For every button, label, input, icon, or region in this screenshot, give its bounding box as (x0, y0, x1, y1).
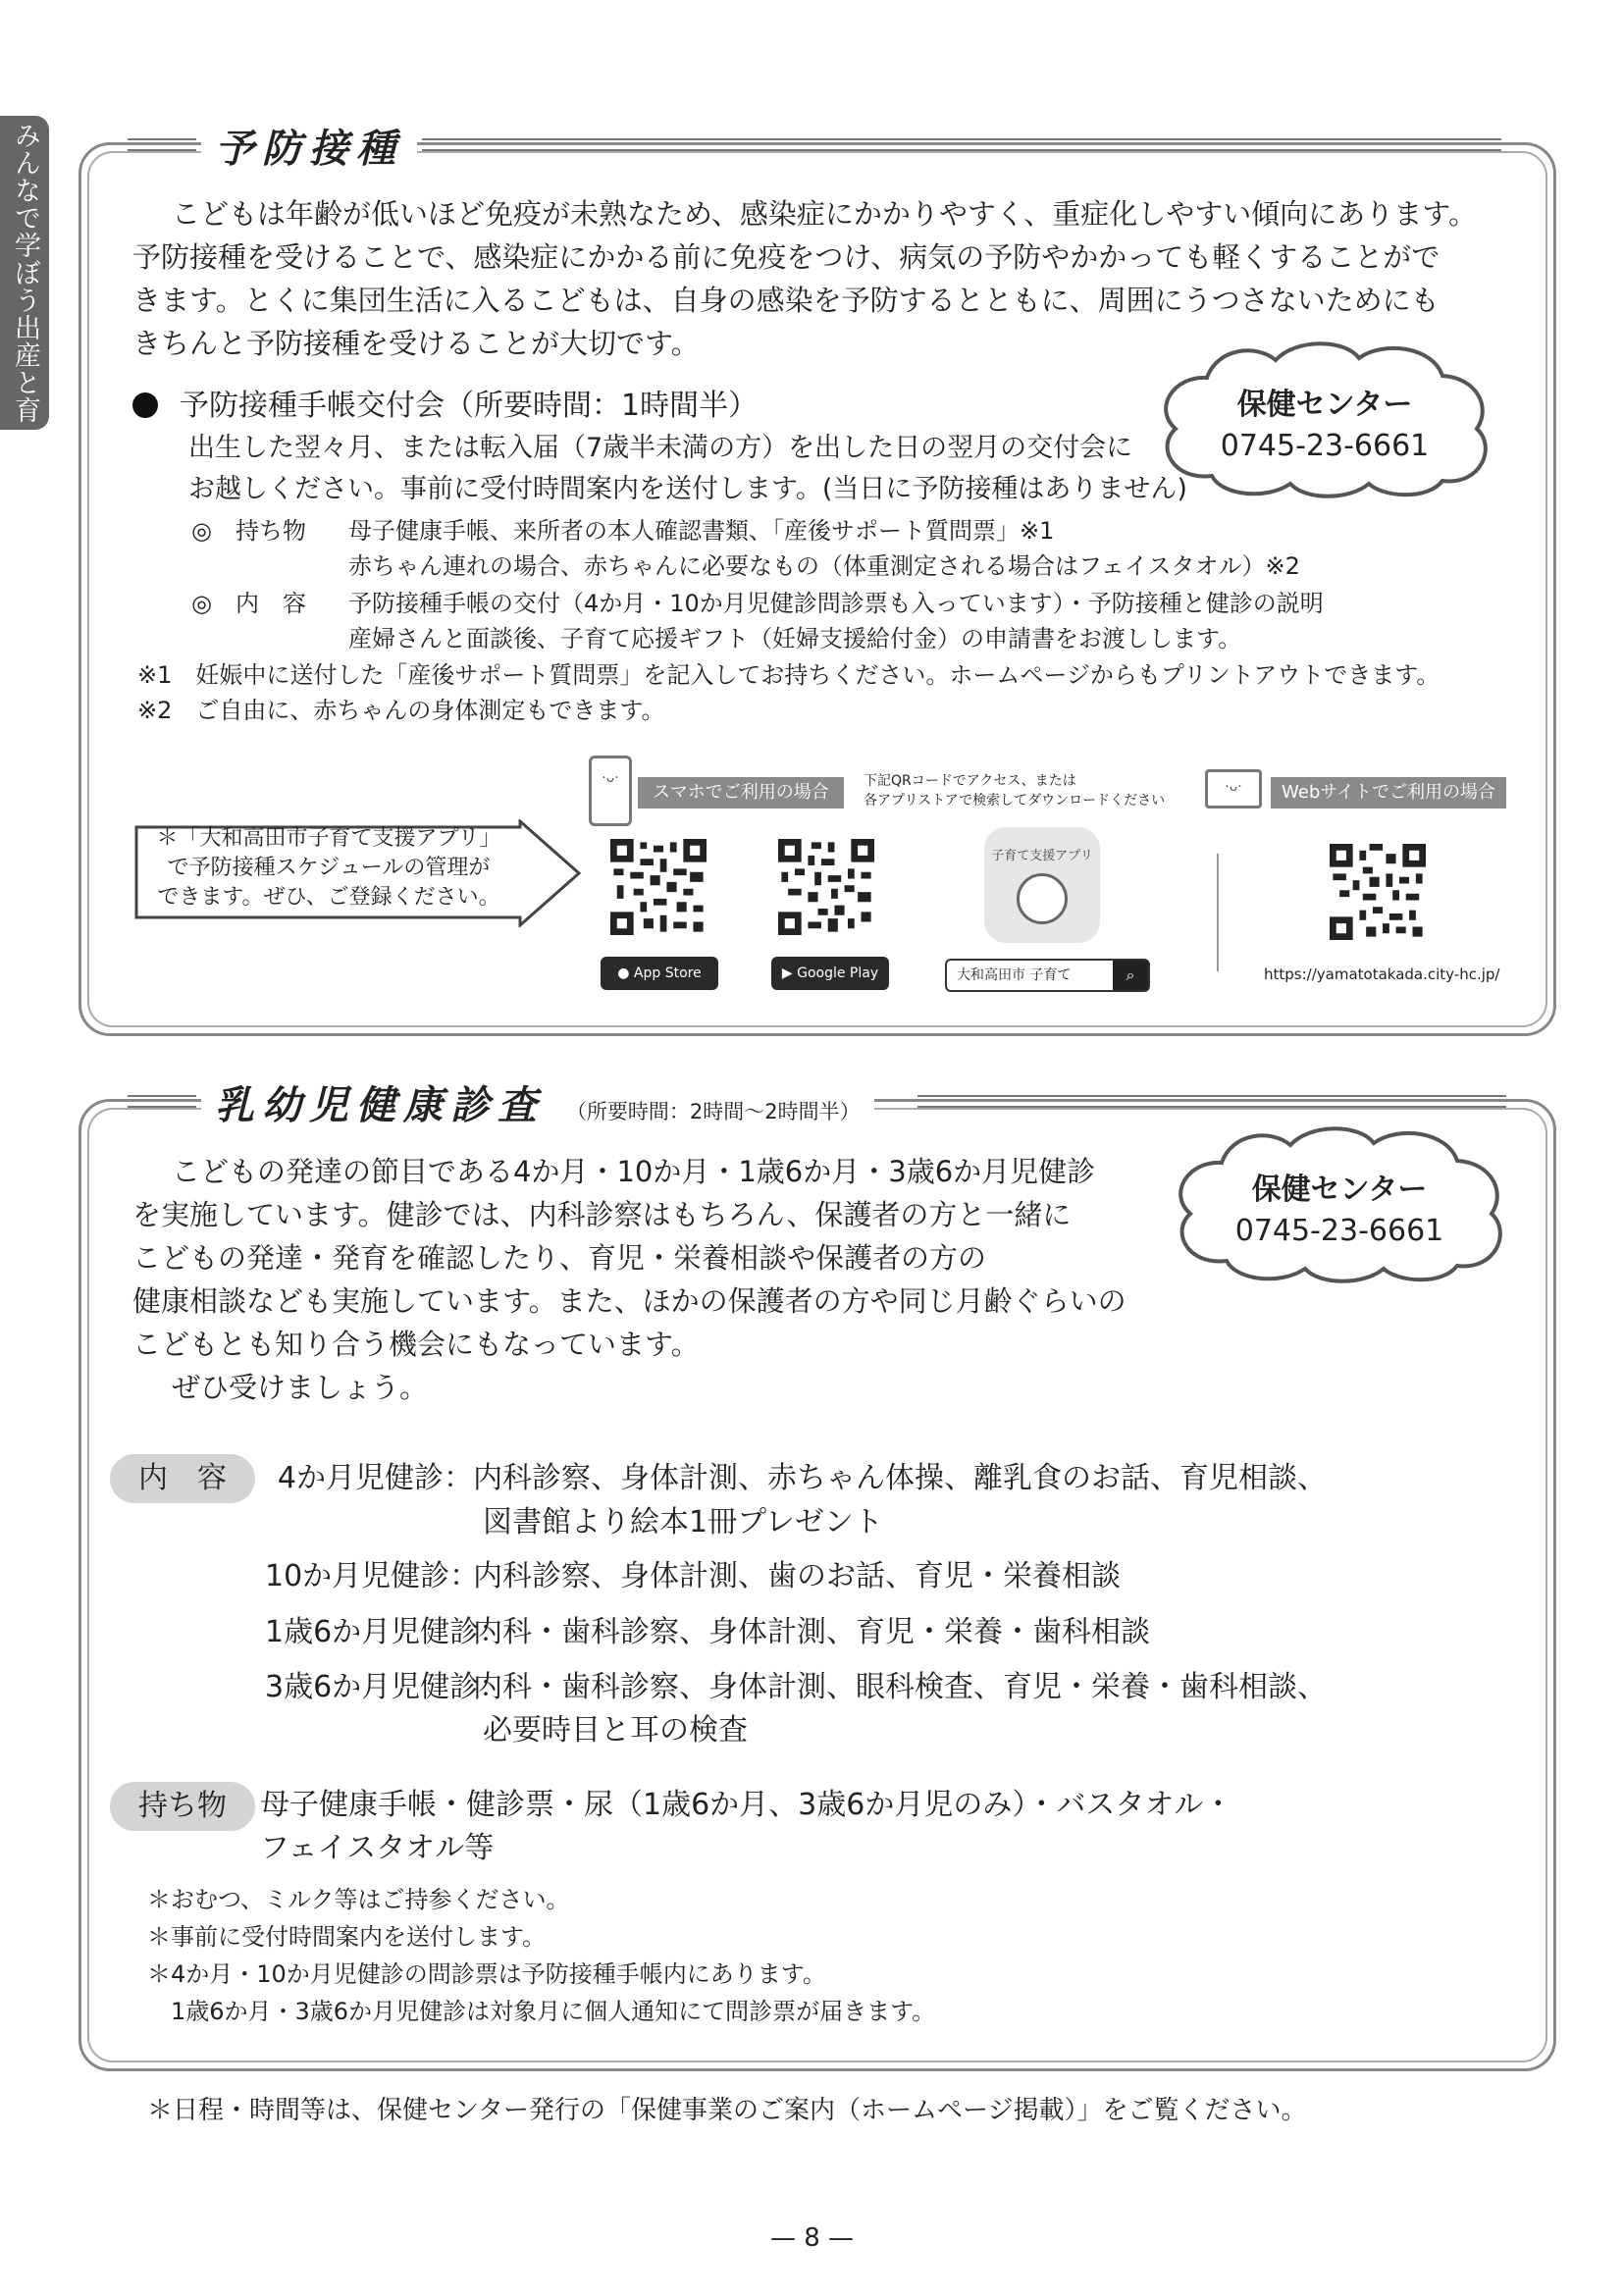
vaccination-intro: こどもは年齢が低いほど免疫が未熟なため、感染症にかかりやすく、重症化しやすい傾向にあります。 予防接種を受けることで、感染症にかかる前に免疫をつけ、病気の予防やかかっても軽くすることがで きます。とくに集団生活に入るこどもは、自身の感染を予防するとともに、周囲にうつさないためにも きちんと予防接種を受けることが大切です。 (132, 197, 1477, 360)
app-divider (1217, 854, 1219, 971)
checkup-row: 3歳6か月児健診：内科・歯科診察、身体計測、眼科検査、育児・栄養・歯科相談、 (265, 1670, 1327, 1704)
mascot-icon (1017, 873, 1068, 924)
footer-note: ＊日程・時間等は、保健センター発行の「保健事業のご案内（ホームページ掲載）」をご覧ください。 (147, 2096, 1307, 2125)
smartphone-icon: ·ᴗ· (589, 756, 632, 826)
qr-instruction: 下記QRコードでアクセス、または 各アプリストアで検索してダウンロードください (864, 773, 1166, 809)
appstore-qr-icon (610, 839, 707, 935)
bullet-icon (132, 392, 158, 418)
app-store-badge[interactable]: ● App Store (601, 957, 718, 990)
contact-name: 保健センター (1236, 388, 1413, 422)
section-side-tab: みんなで学ぼう出産と育 (0, 116, 49, 430)
checkup-row-cont: 必要時目と耳の検査 (483, 1713, 748, 1748)
google-play-badge[interactable]: ▶ Google Play (771, 957, 889, 990)
checkup-intro: こどもの発達の節目である4か月・10か月・1歳6か月・3歳6か月児健診 を実施しています。健診では、内科診察はもちろん、保護者の方と一緒に こどもの発達・発育を確認したり、育児・栄養相談や保護者の方の 健康相談なども実施しています。また、ほかの保護者の方や同じ月齢ぐらいの こどもとも知り合う機会にもなっています。 ぜひ受けましょう。 (132, 1155, 1126, 1404)
content-lines: 予防接種手帳の交付（4か月・10か月児健診問診票も入っています）・予防接種と健診の説明 産婦さんと面談後、子育て応援ギフト（妊婦支援給付金）の申請書をお渡しします。 (348, 590, 1324, 652)
checkup-title: 乳幼児健康診査 （所要時間：2時間〜2時間半） (201, 1074, 874, 1130)
checkup-duration: （所要時間：2時間〜2時間半） (565, 1100, 861, 1123)
checkup-row: 4か月児健診：内科診察、身体計測、赤ちゃん体操、離乳食のお話、育児相談、 (277, 1461, 1327, 1495)
search-icon: ⌕ (1113, 961, 1148, 990)
checkup-row-cont: 図書館より絵本1冊プレゼント (483, 1505, 883, 1539)
web-url[interactable]: https://yamatotakada.city-hc.jp/ (1264, 965, 1500, 983)
meeting-heading: 予防接種手帳交付会（所要時間：1時間半） (132, 385, 1163, 428)
contact-phone: 0745-23-6661 (1234, 1214, 1444, 1248)
app-search-box[interactable] (945, 959, 1150, 992)
web-label: Webサイトでご利用の場合 (1271, 777, 1506, 809)
googleplay-qr-icon (778, 839, 874, 935)
items-lines: 母子健康手帳、来所者の本人確認書類、「産後サポート質問票」※1 赤ちゃん連れの場合、赤ちゃんに必要なもの（体重測定される場合はフェイスタオル）※2 (348, 517, 1300, 580)
bring-label-pill: 持ち物 (110, 1782, 255, 1831)
website-qr-icon (1330, 844, 1426, 940)
contact-name: 保健センター (1251, 1173, 1428, 1207)
page-number: — 8 — (769, 2223, 855, 2253)
content-label-pill: 内 容 (110, 1454, 255, 1503)
app-icon (984, 827, 1100, 943)
items-label: ◎ 持ち物 (191, 517, 306, 545)
monitor-icon: ·ᴗ· (1205, 769, 1262, 809)
app-arrow-text: ＊「大和高田市子育て支援アプリ」 で予防接種スケジュールの管理が できます。ぜひ、ご登録ください。 (156, 826, 501, 910)
bring-lines: 母子健康手帳・健診票・尿（1歳6か月、3歳6か月児のみ）・バスタオル・ フェイスタオル等 (260, 1788, 1233, 1865)
title-rule-right (917, 1095, 1506, 1108)
checkup-row: 10か月児健診：内科診察、身体計測、歯のお話、育児・栄養相談 (265, 1559, 1121, 1593)
content-label: ◎ 内 容 (191, 590, 306, 617)
search-text: 大和高田市 子育て (957, 967, 1072, 983)
checkup-row: 1歳6か月児健診：内科・歯科診察、身体計測、育児・栄養・歯科相談 (265, 1615, 1150, 1649)
apple-icon: ● (617, 965, 630, 981)
smartphone-label: スマホでご利用の場合 (638, 777, 844, 809)
vaccination-title: 予防接種 (201, 118, 417, 174)
title-rule-right (422, 138, 1501, 151)
checkup-notes: ＊おむつ、ミルク等はご持参ください。 ＊事前に受付時間案内を送付します。 ＊4か月・10か月児健診の問診票は予防接種手帳内にあります。 1歳6か月・3歳6か月児健診は対象月に個人通知にて問診票が届きます。 (147, 1886, 936, 2025)
play-icon: ▶ (781, 965, 793, 981)
title-rule-left (128, 1095, 196, 1108)
meeting-desc: 出生した翌々月、または転入届（7歳半未満の方）を出した日の翌月の交付会に お越しください。事前に受付時間案内を送付します。(当日に予防接種はありません) (188, 433, 1187, 504)
contact-phone: 0745-23-6661 (1220, 429, 1430, 463)
title-rule-left (128, 138, 196, 151)
checkup-contact-cloud (1163, 1123, 1516, 1285)
vaccination-notes: ※1 妊娠中に送付した「産後サポート質問票」を記入してお持ちください。ホームページからもプリントアウトできます。 ※2 ご自由に、赤ちゃんの身体測定もできます。 (137, 661, 1441, 724)
vaccination-contact-cloud (1148, 339, 1501, 500)
app-icon-text: 子育て支援アプリ (991, 849, 1093, 863)
